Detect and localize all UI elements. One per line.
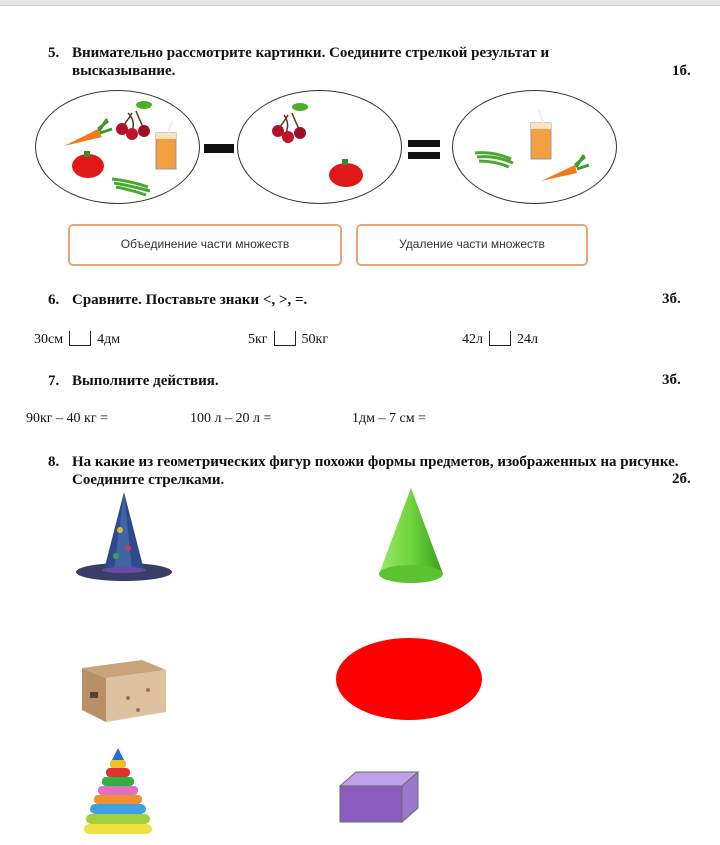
compare-right: 4дм — [97, 332, 121, 347]
cone-shape-icon[interactable] — [376, 486, 446, 586]
green-beans-icon — [475, 153, 513, 167]
compare-sign-box[interactable] — [489, 331, 511, 346]
equals-sign-bottom — [408, 152, 440, 159]
task6-number: 6. — [48, 292, 60, 308]
cherries-icon — [116, 101, 152, 140]
compare-item — [248, 331, 328, 348]
task8-number: 8. — [48, 454, 60, 470]
compare-sign-box[interactable] — [274, 331, 296, 346]
red-pepper-icon — [329, 159, 363, 187]
set-oval-part — [237, 90, 402, 204]
vegetables-fruits-image — [36, 91, 199, 203]
compare-sign-box[interactable] — [69, 331, 91, 346]
storage-box-icon[interactable] — [78, 650, 170, 726]
expression-item: 100 л – 20 л = — [190, 411, 272, 426]
green-beans-icon — [112, 179, 150, 195]
expression-item: 90кг – 40 кг = — [26, 411, 108, 426]
task7-text: Выполните действия. — [72, 373, 219, 389]
minus-sign — [204, 144, 234, 153]
task5-text: Внимательно рассмотрите картинки. Соедините стрелкой результат и высказывание. — [72, 45, 550, 79]
ellipse-shape-icon[interactable] — [334, 636, 484, 722]
task7-points: 3б. — [662, 372, 681, 388]
cherries-icon — [272, 103, 308, 143]
set-oval-result — [452, 90, 617, 204]
compare-right: 24л — [517, 332, 538, 347]
compare-right: 50кг — [301, 332, 329, 347]
cherries-pepper-image — [238, 91, 401, 203]
witch-hat-icon[interactable] — [74, 490, 174, 582]
juice-glass-icon — [531, 109, 551, 159]
juice-glass-icon — [156, 121, 176, 169]
page-top-border — [0, 0, 720, 6]
task6-points: 3б. — [662, 291, 681, 307]
compare-left: 42л — [462, 332, 483, 347]
juice-beans-carrot-image — [453, 91, 616, 203]
equals-sign-top — [408, 140, 440, 147]
answer-removal-box[interactable]: Удаление части множеств — [356, 224, 588, 266]
task8-text: На какие из геометрических фигур похожи формы предметов, изображенных на рисунке. Соедините стрелками. — [72, 454, 679, 488]
compare-item — [462, 331, 538, 348]
expression-item: 1дм – 7 см = — [352, 411, 426, 426]
red-pepper-icon — [72, 151, 104, 178]
task8-points: 2б. — [672, 471, 691, 487]
task7-number: 7. — [48, 373, 60, 389]
pyramid-toy-icon[interactable] — [82, 746, 154, 840]
compare-left: 30см — [34, 332, 64, 347]
carrot-icon — [64, 119, 112, 146]
compare-item — [34, 331, 120, 348]
set-oval-all — [35, 90, 200, 204]
answer-union-box[interactable]: Объединение части множеств — [68, 224, 342, 266]
compare-left: 5кг — [248, 332, 268, 347]
rectangular-prism-icon[interactable] — [336, 768, 422, 828]
task5-number: 5. — [48, 45, 60, 61]
task6-text: Сравните. Поставьте знаки <, >, =. — [72, 292, 308, 308]
task5-points: 1б. — [672, 63, 691, 79]
